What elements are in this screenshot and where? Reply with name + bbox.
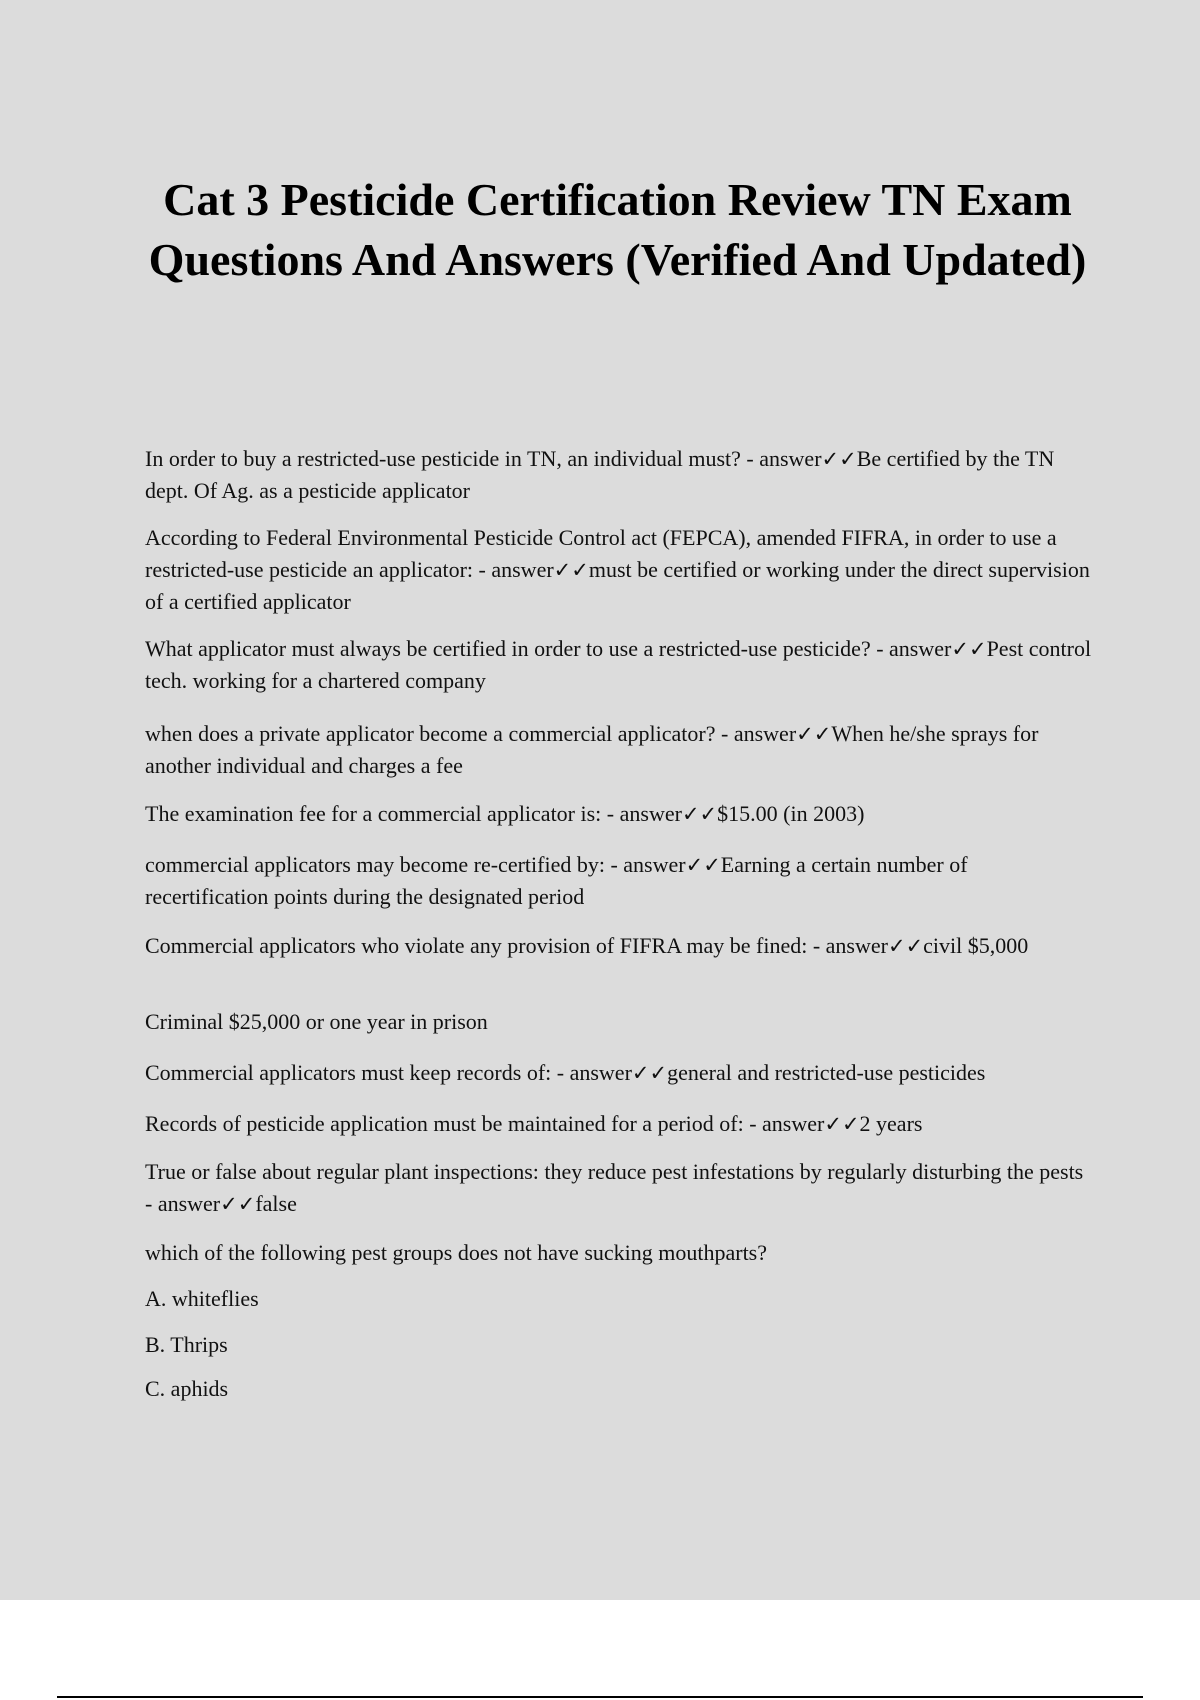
- qa-item: which of the following pest groups does not have sucking mouthparts?: [145, 1240, 768, 1265]
- question-text: commercial applicators may become re-certified by: -: [145, 852, 624, 877]
- qa-item: [145, 443, 1095, 507]
- check-marks-icon: ✓✓: [951, 637, 987, 661]
- answer-text: When he/she sprays for another individual and charges a fee: [145, 721, 1039, 778]
- qa-item: [145, 798, 1095, 830]
- question-text: The examination fee for a commercial applicator is: -: [145, 801, 620, 826]
- answer-text: must be certified or working under the direct supervision of a certified applicator: [145, 557, 1090, 614]
- check-marks-icon: ✓✓: [553, 558, 589, 582]
- answer-marker: answer: [619, 801, 682, 826]
- answer-marker: answer: [762, 1111, 825, 1136]
- answer-text: general and restricted-use pesticides: [667, 1060, 986, 1085]
- qa-item: [145, 1156, 1095, 1220]
- footer-divider: [57, 1696, 1143, 1698]
- qa-item: Criminal $25,000 or one year in prison: [145, 1009, 488, 1034]
- answer-text: civil $5,000: [923, 933, 1029, 958]
- question-text: Commercial applicators must keep records of: -: [145, 1060, 570, 1085]
- qa-item: [145, 1057, 1095, 1089]
- qa-item: C. aphids: [145, 1376, 229, 1401]
- question-text: In order to buy a restricted-use pesticide in TN, an individual must? -: [145, 446, 760, 471]
- answer-marker: answer: [569, 1060, 632, 1085]
- check-marks-icon: ✓✓: [824, 1112, 860, 1136]
- answer-marker: answer: [733, 721, 797, 746]
- qa-item: A. whiteflies: [145, 1286, 259, 1311]
- answer-text: $15.00 (in 2003): [717, 801, 865, 826]
- question-text: Records of pesticide application must be maintained for a period of: -: [145, 1111, 763, 1136]
- check-marks-icon: ✓✓: [631, 1061, 668, 1085]
- qa-item: [145, 930, 1095, 962]
- answer-text: Be certified by the TN dept. Of Ag. as a pesticide applicator: [145, 446, 1055, 503]
- check-marks-icon: ✓✓: [887, 934, 924, 958]
- qa-item: [145, 633, 1095, 697]
- question-text: True or false about regular plant inspections: they reduce pest infestations by regularly disturbing the pests -: [145, 1159, 1084, 1216]
- check-marks-icon: ✓✓: [220, 1192, 256, 1216]
- qa-item: [145, 522, 1095, 618]
- answer-text: false: [255, 1191, 297, 1216]
- check-marks-icon: ✓✓: [821, 447, 857, 471]
- answer-marker: answer: [491, 557, 554, 582]
- answer-marker: answer: [759, 446, 822, 471]
- qa-item: [145, 1108, 1095, 1140]
- check-marks-icon: ✓✓: [685, 853, 721, 877]
- answer-text: 2 years: [859, 1111, 923, 1136]
- check-marks-icon: ✓✓: [796, 722, 832, 746]
- qa-item: B. Thrips: [145, 1332, 228, 1357]
- answer-marker: answer: [825, 933, 888, 958]
- answer-marker: answer: [623, 852, 686, 877]
- answer-marker: answer: [889, 636, 952, 661]
- qa-item: [145, 718, 1095, 782]
- question-text: when does a private applicator become a commercial applicator? -: [145, 721, 734, 746]
- answer-marker: answer: [157, 1191, 221, 1216]
- answer-text: Earning a certain number of recertification points during the designated period: [145, 852, 968, 909]
- document-title: Cat 3 Pesticide Certification Review TN Exam Questions And Answers (Verified And Updated): [148, 174, 1087, 285]
- question-text: Commercial applicators who violate any provision of FIFRA may be fined: -: [145, 933, 826, 958]
- question-text: What applicator must always be certified in order to use a restricted-use pesticide? -: [145, 636, 890, 661]
- question-text: According to Federal Environmental Pesticide Control act (FEPCA), amended FIFRA, in order to use a restricted-use pesticide an applicator: -: [145, 525, 1057, 582]
- answer-text: Pest control tech. working for a chartered company: [145, 636, 1092, 693]
- check-marks-icon: ✓✓: [681, 802, 718, 826]
- qa-item: [145, 849, 1095, 913]
